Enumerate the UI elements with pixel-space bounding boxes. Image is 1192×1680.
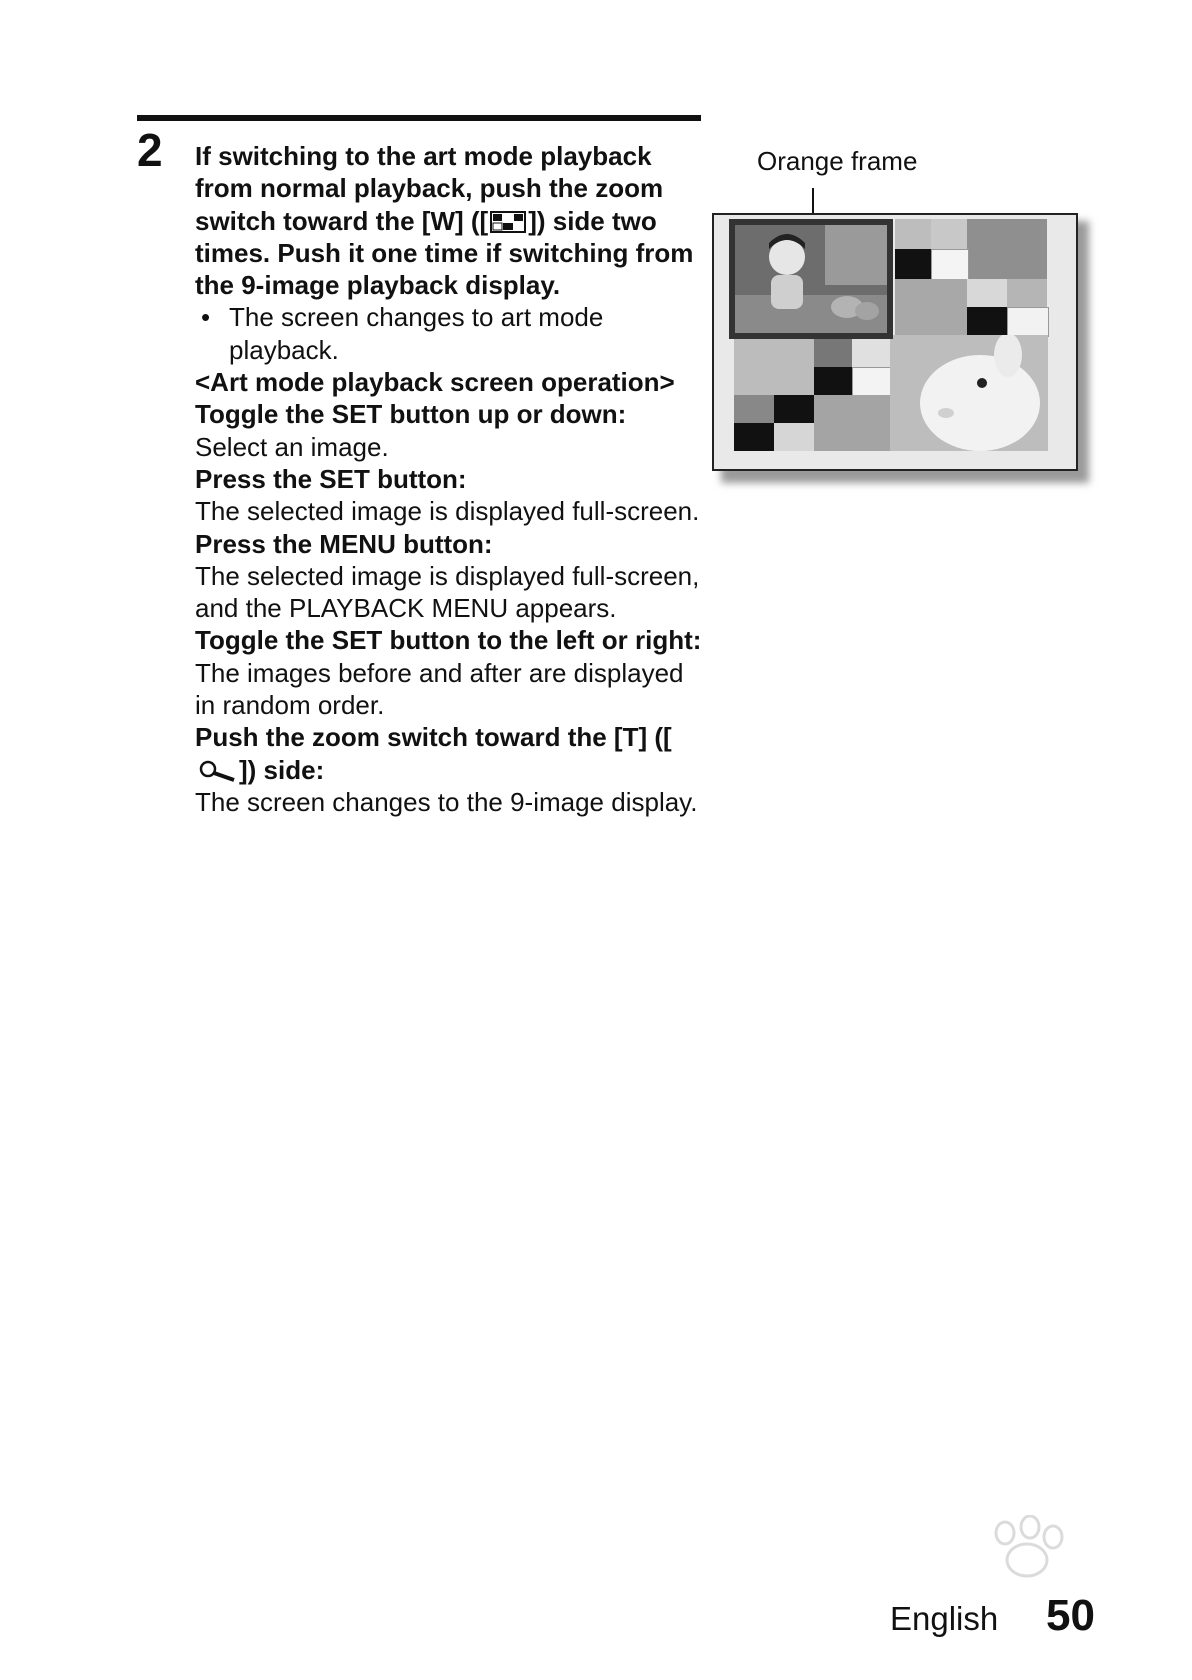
step-content — [195, 140, 710, 818]
mosaic-tile — [895, 279, 967, 335]
item-title: Toggle the SET button to the left or right: — [195, 625, 702, 656]
mosaic-tile — [852, 367, 892, 397]
mosaic-tile — [734, 395, 774, 423]
orange-frame — [729, 219, 893, 339]
item-desc: Select an image. — [195, 431, 389, 462]
step-number: 2 — [137, 124, 163, 176]
mosaic-tile — [734, 423, 774, 451]
figure-caption: Orange frame — [757, 146, 918, 176]
mosaic-tile — [814, 339, 852, 367]
item-title-part-1: Push the zoom switch toward the [T] ([ — [195, 722, 672, 753]
mosaic-tile — [895, 219, 931, 249]
mosaic-tile — [734, 339, 814, 395]
mosaic-tile — [774, 395, 814, 423]
mosaic-tile — [895, 249, 931, 279]
step-heading-part-2: ]) side two times. Push it one time if switching from the 9-image playback display. — [195, 205, 694, 301]
item-desc: The selected image is displayed full-screen. — [195, 496, 700, 527]
magnifier-icon — [197, 760, 237, 782]
rabbit-photo — [890, 335, 1048, 451]
sub-heading: <Art mode playback screen operation> — [195, 367, 675, 398]
mosaic-tile — [814, 395, 890, 451]
rabbit-photo-tile — [890, 335, 1048, 451]
item-desc: The images before and after are displayed in random order. — [195, 657, 684, 721]
art-mode-screen — [712, 213, 1078, 471]
bullet-dot-icon: • — [201, 302, 211, 333]
item-title: Press the MENU button: — [195, 528, 493, 559]
bullet-text: The screen changes to art mode playback. — [229, 302, 604, 365]
mosaic-tile — [814, 367, 852, 395]
section-rule — [137, 115, 701, 121]
step-heading — [195, 140, 710, 301]
mosaic-tile — [931, 219, 967, 249]
item-title — [195, 721, 710, 786]
mosaic-tile — [1007, 279, 1047, 307]
item-title: Press the SET button: — [195, 463, 467, 494]
mosaic-tile — [774, 423, 814, 451]
mosaic-tile — [967, 307, 1007, 335]
mosaic-tile — [852, 339, 890, 367]
mosaic-tile — [967, 219, 1047, 279]
item-desc: The screen changes to the 9-image display. — [195, 786, 698, 817]
item-desc: The selected image is displayed full-screen, and the PLAYBACK MENU appears. — [195, 560, 700, 624]
girl-photo — [735, 225, 887, 333]
page-number: 50 — [1046, 1591, 1095, 1640]
step-heading-part-1: If switching to the art mode playback from normal playback, push the zoom switch toward the [W] ([ — [195, 141, 664, 236]
footer-language: English — [890, 1600, 999, 1637]
mosaic-tile — [1007, 307, 1049, 337]
item-title-part-2: ]) side: — [239, 754, 325, 785]
mosaic-tile — [931, 249, 969, 281]
bullet-item — [195, 301, 710, 366]
multi-image-index-icon — [490, 211, 526, 233]
mosaic-tile — [967, 279, 1007, 307]
item-title: Toggle the SET button up or down: — [195, 399, 627, 430]
